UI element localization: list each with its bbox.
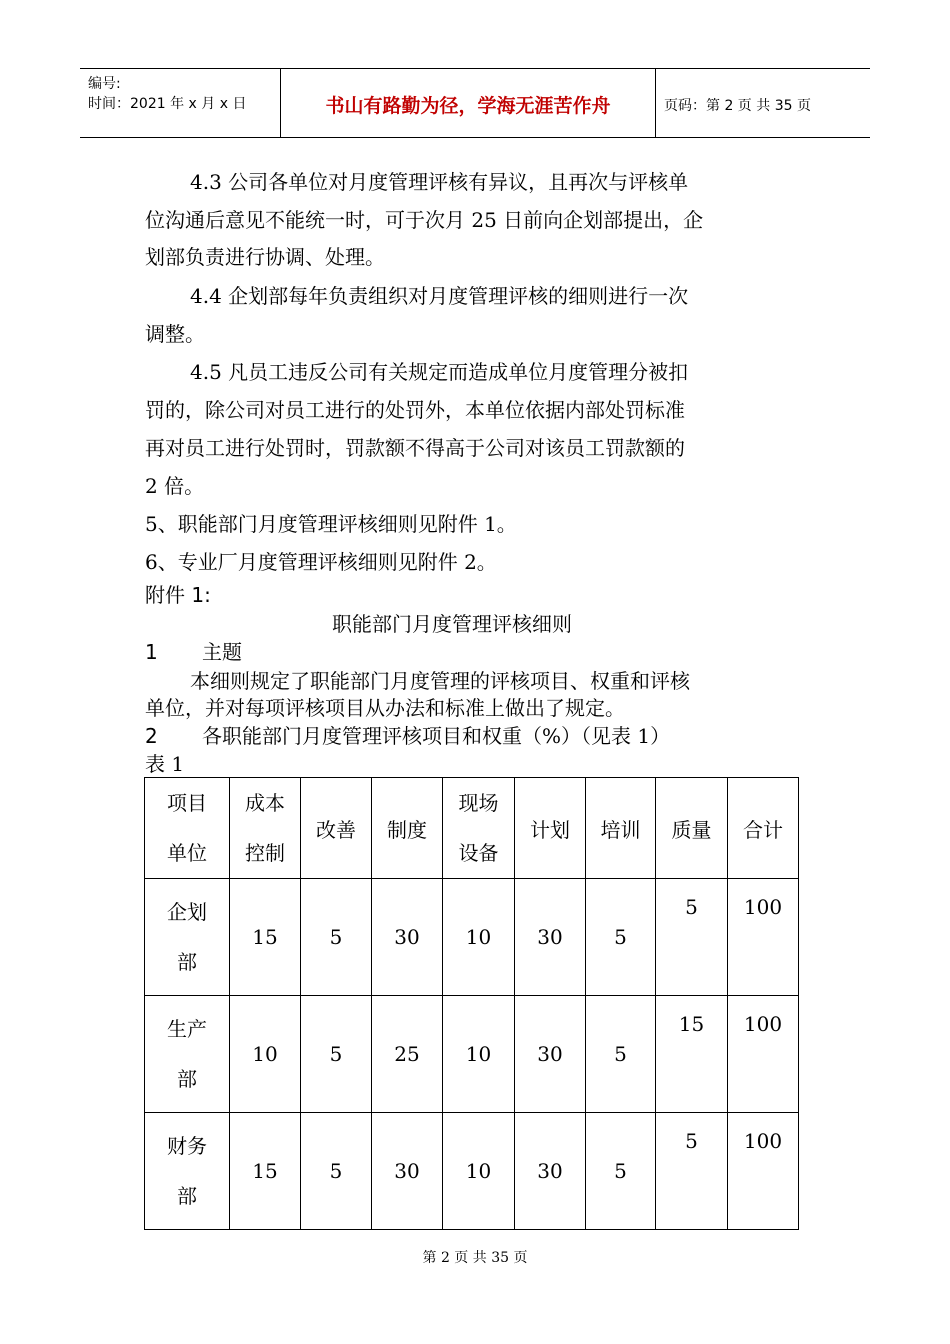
table-row: [145, 879, 799, 996]
header-cell: [145, 778, 230, 879]
paragraph-line: 单位，并对每项评核项目从办法和标准上做出了规定。: [145, 696, 625, 720]
header-cell: 合计: [728, 778, 799, 879]
table-cell: 30: [515, 879, 586, 996]
table-cell: 5: [301, 996, 372, 1113]
unit-cell: [145, 1113, 230, 1230]
table-cell: 10: [443, 879, 515, 996]
header-cell: 制度: [372, 778, 443, 879]
table-cell: 5: [586, 1113, 656, 1230]
header-meta-cell: [80, 69, 280, 137]
unit-text: 企划: [167, 900, 207, 924]
table-cell: 15: [230, 1113, 301, 1230]
table-cell: 30: [515, 1113, 586, 1230]
paragraph-line: 4.5 凡员工违反公司有关规定而造成单位月度管理分被扣: [190, 360, 689, 384]
table-cell: 10: [443, 996, 515, 1113]
header-cell: 质量: [656, 778, 728, 879]
table-header-row: [145, 778, 799, 879]
doc-title: 职能部门月度管理评核细则: [332, 612, 572, 636]
page-info: 页码：第 2 页 共 35 页: [664, 98, 811, 114]
section-number: 1: [145, 640, 158, 664]
table-cell: 30: [372, 1113, 443, 1230]
section-title: 各职能部门月度管理评核项目和权重（%）（见表 1）: [202, 724, 671, 748]
header-cell: [443, 778, 515, 879]
paragraph-line: 5、职能部门月度管理评核细则见附件 1。: [145, 512, 517, 536]
table-row: [145, 996, 799, 1113]
paragraph-line: 4.3 公司各单位对月度管理评核有异议，且再次与评核单: [190, 170, 689, 194]
table-cell: 5: [586, 879, 656, 996]
page-footer: 第 2 页 共 35 页: [422, 1250, 528, 1266]
paragraph-line: 罚的，除公司对员工进行的处罚外，本单位依据内部处罚标准: [145, 398, 685, 422]
header-motto-cell: [280, 69, 656, 137]
number-label: 编号:: [88, 76, 121, 92]
table-cell: 25: [372, 996, 443, 1113]
table-cell: 5: [301, 879, 372, 996]
table-cell: 15: [230, 879, 301, 996]
header-text: 控制: [245, 841, 285, 865]
header-cell: [230, 778, 301, 879]
table-cell: 100: [728, 879, 799, 996]
header-text: 项目: [167, 791, 207, 815]
paragraph-line: 划部负责进行协调、处理。: [145, 245, 385, 269]
paragraph-line: 2 倍。: [145, 474, 205, 498]
unit-text: 部: [177, 1067, 197, 1091]
unit-text: 部: [177, 950, 197, 974]
header-text: 现场: [458, 791, 499, 815]
unit-cell: [145, 996, 230, 1113]
table-row: [145, 1113, 799, 1230]
page-header: [80, 68, 870, 138]
paragraph-line: 6、专业厂月度管理评核细则见附件 2。: [145, 550, 497, 574]
table-cell: 10: [230, 996, 301, 1113]
section-number: 2: [145, 724, 158, 748]
motto: 书山有路勤为径，学海无涯苦作舟: [325, 95, 611, 117]
header-cell: 计划: [515, 778, 586, 879]
header-cell: 培训: [586, 778, 656, 879]
table-cell: 10: [443, 1113, 515, 1230]
weight-table: [144, 777, 799, 1230]
time-label: 时间：2021 年 x 月 x 日: [88, 96, 247, 112]
header-text: 设备: [458, 841, 499, 865]
header-cell: 改善: [301, 778, 372, 879]
table-cell: 100: [728, 996, 799, 1113]
table-cell: 30: [515, 996, 586, 1113]
table-cell: 5: [656, 879, 728, 996]
paragraph-line: 本细则规定了职能部门月度管理的评核项目、权重和评核: [190, 669, 690, 693]
paragraph-line: 调整。: [145, 322, 205, 346]
table-cell: 5: [656, 1113, 728, 1230]
header-page-cell: [656, 69, 870, 137]
unit-text: 生产: [167, 1017, 207, 1041]
table-cell: 30: [372, 879, 443, 996]
paragraph-line: 位沟通后意见不能统一时，可于次月 25 日前向企划部提出，企: [145, 208, 704, 232]
section-title: 主题: [202, 640, 242, 664]
unit-text: 财务: [167, 1134, 207, 1158]
paragraph-line: 4.4 企划部每年负责组织对月度管理评核的细则进行一次: [190, 284, 689, 308]
unit-text: 部: [177, 1184, 197, 1208]
paragraph-line: 再对员工进行处罚时，罚款额不得高于公司对该员工罚款额的: [145, 436, 685, 460]
table-cell: 5: [586, 996, 656, 1113]
table-cell: 5: [301, 1113, 372, 1230]
header-text: 成本: [245, 791, 285, 815]
header-text: 单位: [167, 841, 207, 865]
unit-cell: [145, 879, 230, 996]
table-cell: 100: [728, 1113, 799, 1230]
table-cell: 15: [656, 996, 728, 1113]
attachment-label: 附件 1:: [145, 583, 211, 607]
table-label: 表 1: [145, 752, 185, 776]
